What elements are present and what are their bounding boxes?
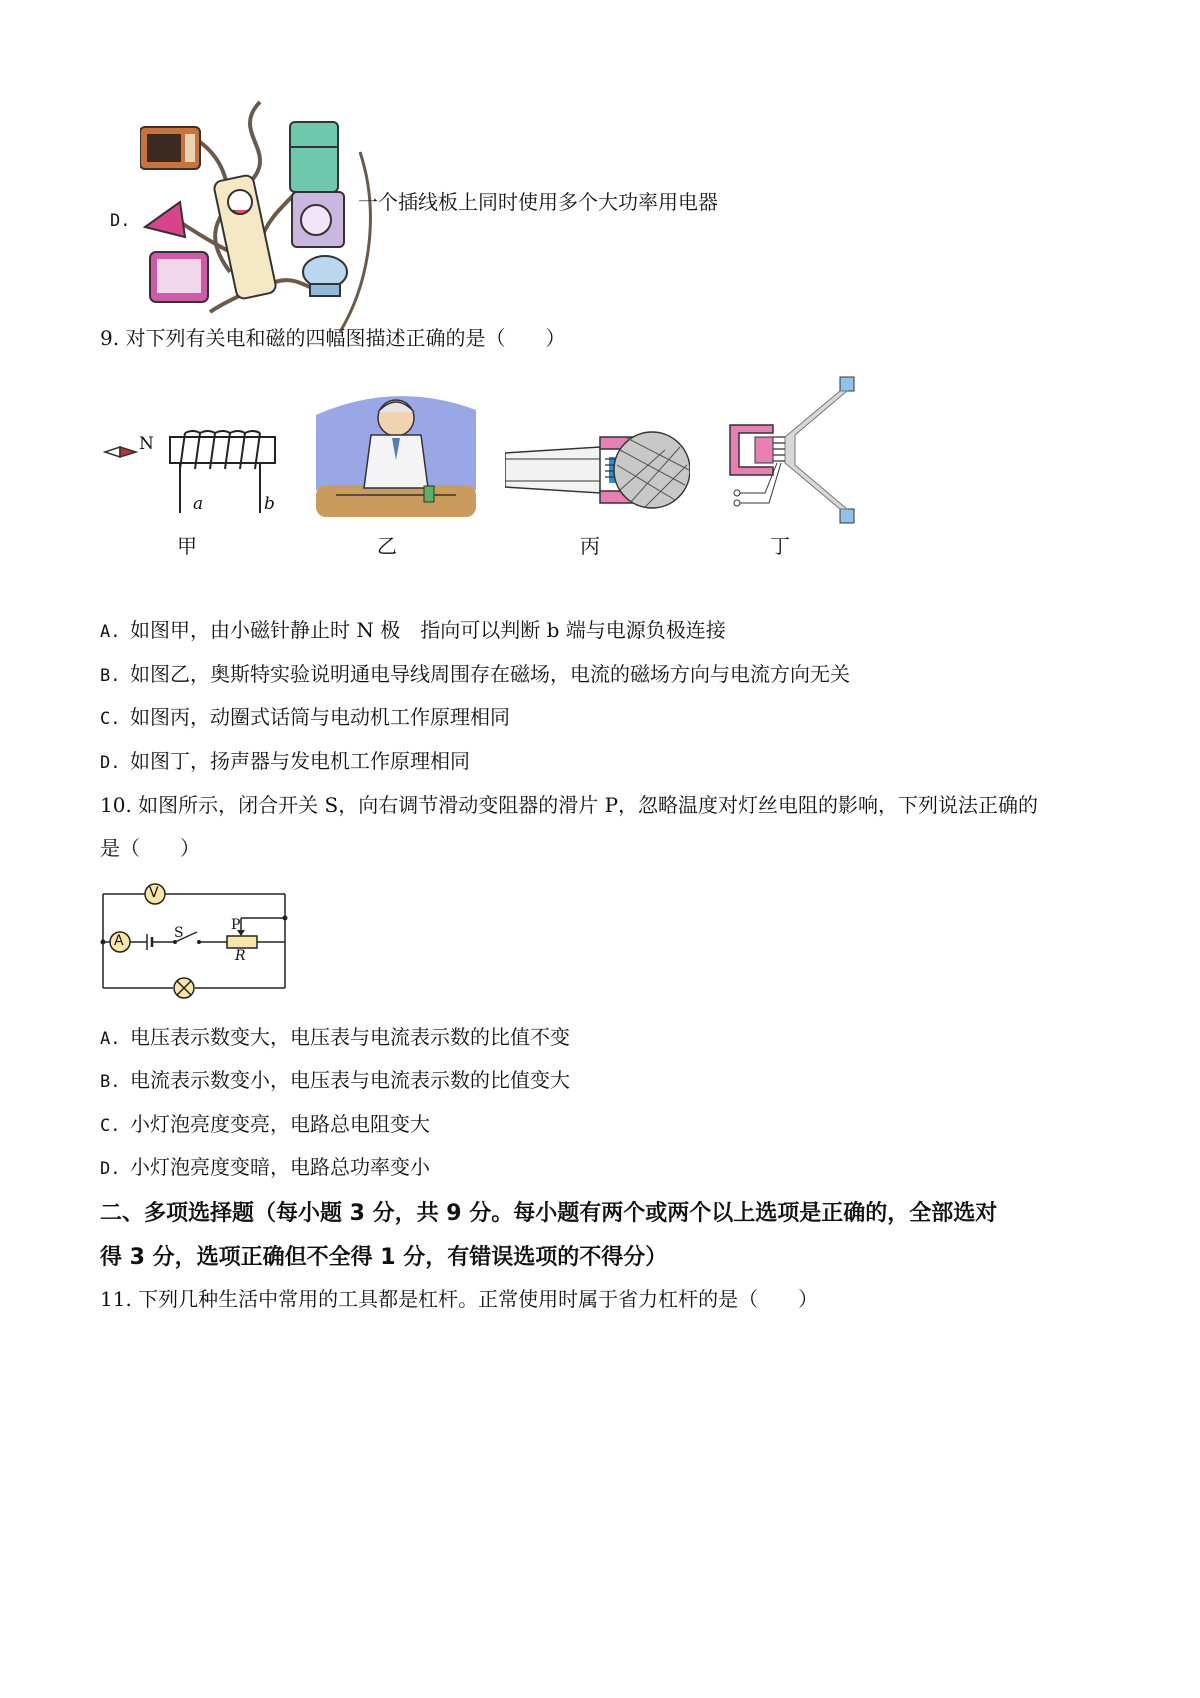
fig-bing-dynamic-microphone [505, 425, 690, 515]
q9-option-a: A. 如图甲，由小磁针静止时 N 极 指向可以判断 b 端与电源负极连接 [100, 618, 726, 642]
q10-circuit-diagram [95, 880, 295, 1000]
fig-label-bing: 丙 [580, 534, 600, 558]
q9-stem: 9. 对下列有关电和磁的四幅图描述正确的是（ ） [100, 326, 566, 350]
q10-option-c: C. 小灯泡亮度变亮，电路总电阻变大 [100, 1112, 430, 1136]
q10-option-a: A. 电压表示数变大，电压表与电流表示数的比值不变 [100, 1025, 570, 1049]
q9-option-c: C. 如图丙，动圈式话筒与电动机工作原理相同 [100, 705, 510, 729]
fig-jia-a-label: a [193, 494, 204, 514]
ammeter-label: A [114, 933, 124, 949]
voltmeter-label: V [149, 885, 159, 901]
q11-stem: 11. 下列几种生活中常用的工具都是杠杆。正常使用时属于省力杠杆的是（ ） [100, 1287, 819, 1311]
slider-label: P [231, 917, 241, 933]
fig-label-ding: 丁 [770, 534, 790, 558]
q10-option-d: D. 小灯泡亮度变暗，电路总功率变小 [100, 1155, 430, 1179]
option-d-letter: D. [110, 211, 131, 231]
overloaded-power-strip-illustration [140, 92, 390, 342]
resistor-label: R [235, 948, 246, 964]
fig-label-jia: 甲 [177, 534, 197, 558]
option-d-text: 一个插线板上同时使用多个大功率用电器 [358, 190, 718, 214]
fig-jia-n-label: N [139, 434, 154, 454]
fig-label-yi: 乙 [377, 534, 397, 558]
q10-stem-line2: 是（ ） [100, 836, 200, 860]
q10-stem-line1: 10. 如图所示，闭合开关 S，向右调节滑动变阻器的滑片 P，忽略温度对灯丝电阻的影响，下列说法正确的 [100, 793, 1039, 817]
section2-heading-line2: 得 3 分，选项正确但不全得 1 分，有错误选项的不得分） [100, 1245, 668, 1270]
fig-yi-oersted-experiment [316, 390, 476, 520]
q10-option-b: B. 电流表示数变小，电压表与电流表示数的比值变大 [100, 1068, 570, 1092]
switch-label: S [174, 925, 184, 941]
section2-heading-line1: 二、多项选择题（每小题 3 分，共 9 分。每小题有两个或两个以上选项是正确的，全部选对 [100, 1201, 998, 1226]
q9-option-b: B. 如图乙，奥斯特实验说明通电导线周围存在磁场，电流的磁场方向与电流方向无关 [100, 662, 850, 686]
fig-ding-loudspeaker [725, 375, 865, 525]
fig-jia-b-label: b [264, 494, 275, 514]
q9-option-d: D. 如图丁，扬声器与发电机工作原理相同 [100, 749, 470, 773]
